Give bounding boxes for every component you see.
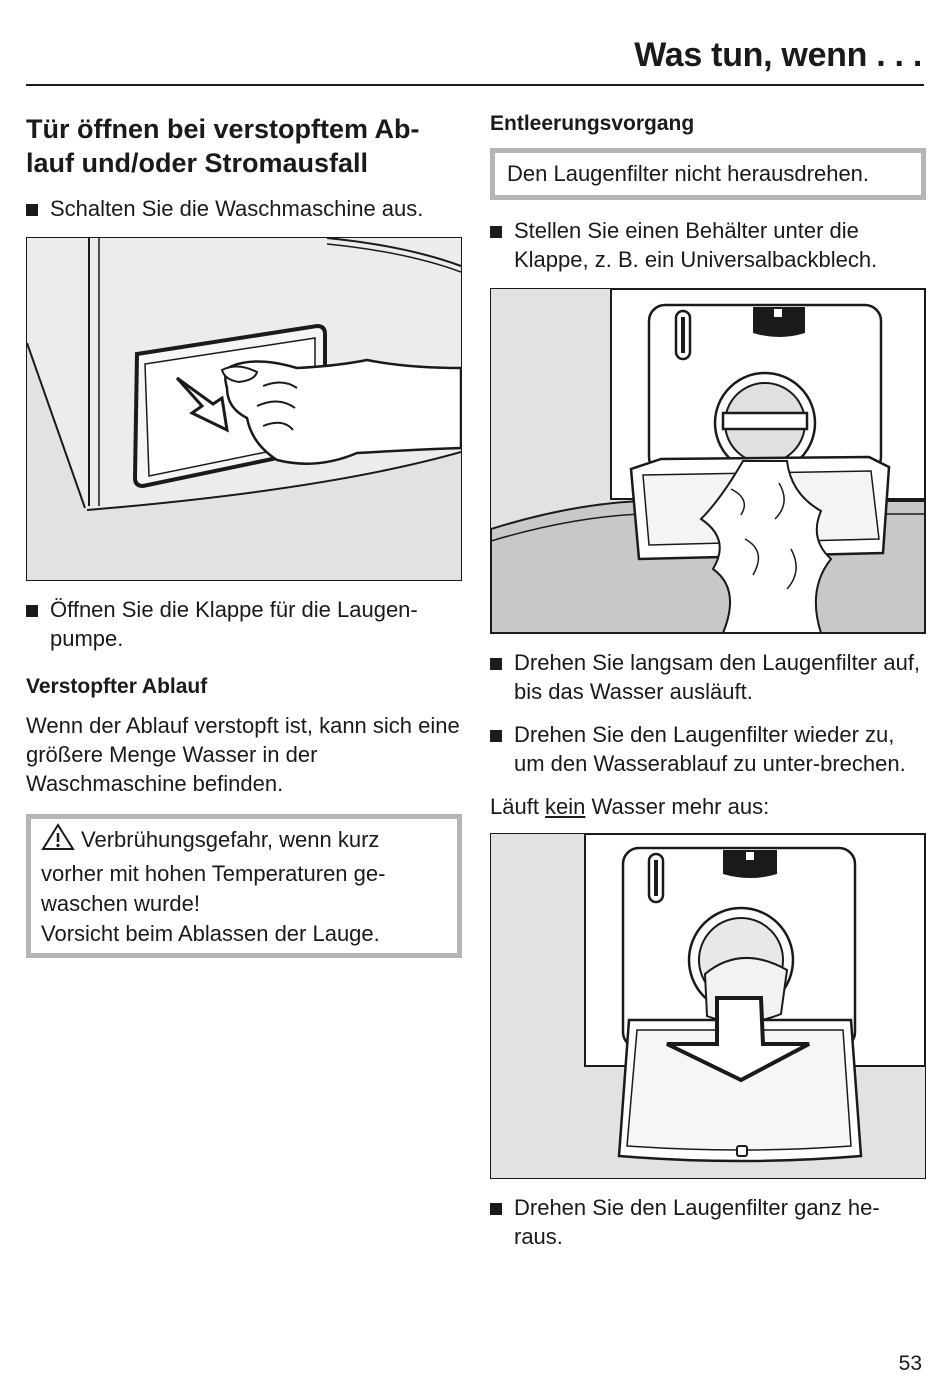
header-rule [26,84,924,86]
figure-remove-filter [490,833,926,1179]
page-number: 53 [898,1352,922,1375]
paragraph-no-water-suffix: Wasser mehr aus: [585,794,770,819]
warning-box [26,814,462,958]
warning-text-2: Vorsicht beim Ablassen der Lauge. [41,921,380,946]
bullet-place-container: Stellen Sie einen Behälter unter die Klappe, z. B. ein Universalbackblech. [490,216,926,274]
bullet-switch-off: Schalten Sie die Waschmaschine aus. [26,194,462,223]
subheading-clogged-drain: Verstopfter Ablauf [26,675,208,698]
warning-triangle-icon [41,823,75,859]
left-column [26,108,462,958]
warning-text-1: Verbrühungsgefahr, wenn kurz vorher mit hohen Temperaturen ge-waschen wurde! [41,827,386,916]
bullet-open-filter: Drehen Sie langsam den Laugenfilter auf, bis das Wasser ausläuft. [490,648,926,706]
right-column [490,108,926,1265]
subheading-draining: Entleerungsvorgang [490,112,695,135]
section-title-line-2: lauf und/oder Stromausfall [26,148,369,178]
section-title [26,112,462,180]
bullet-remove-filter: Drehen Sie den Laugenfilter ganz he-raus. [490,1193,926,1251]
section-title-line-1: Tür öffnen bei verstopftem Ab- [26,114,420,144]
paragraph-no-water-emphasis: kein [545,794,586,819]
notice-box: Den Laugenfilter nicht herausdrehen. [490,148,926,200]
page-header-title: Was tun, wenn . . . [634,36,922,74]
bullet-close-filter: Drehen Sie den Laugenfilter wieder zu, um den Wasserablauf zu unter-brechen. [490,720,926,778]
bullet-open-flap: Öffnen Sie die Klappe für die Laugen-pumpe. [26,595,462,653]
paragraph-clogged-drain: Wenn der Ablauf verstopft ist, kann sich eine größere Menge Wasser in der Waschmaschine befinden. [26,713,460,796]
figure-draining-water [490,288,926,634]
paragraph-no-water [490,792,926,821]
figure-open-flap [26,237,462,581]
paragraph-no-water-prefix: Läuft [490,794,546,819]
